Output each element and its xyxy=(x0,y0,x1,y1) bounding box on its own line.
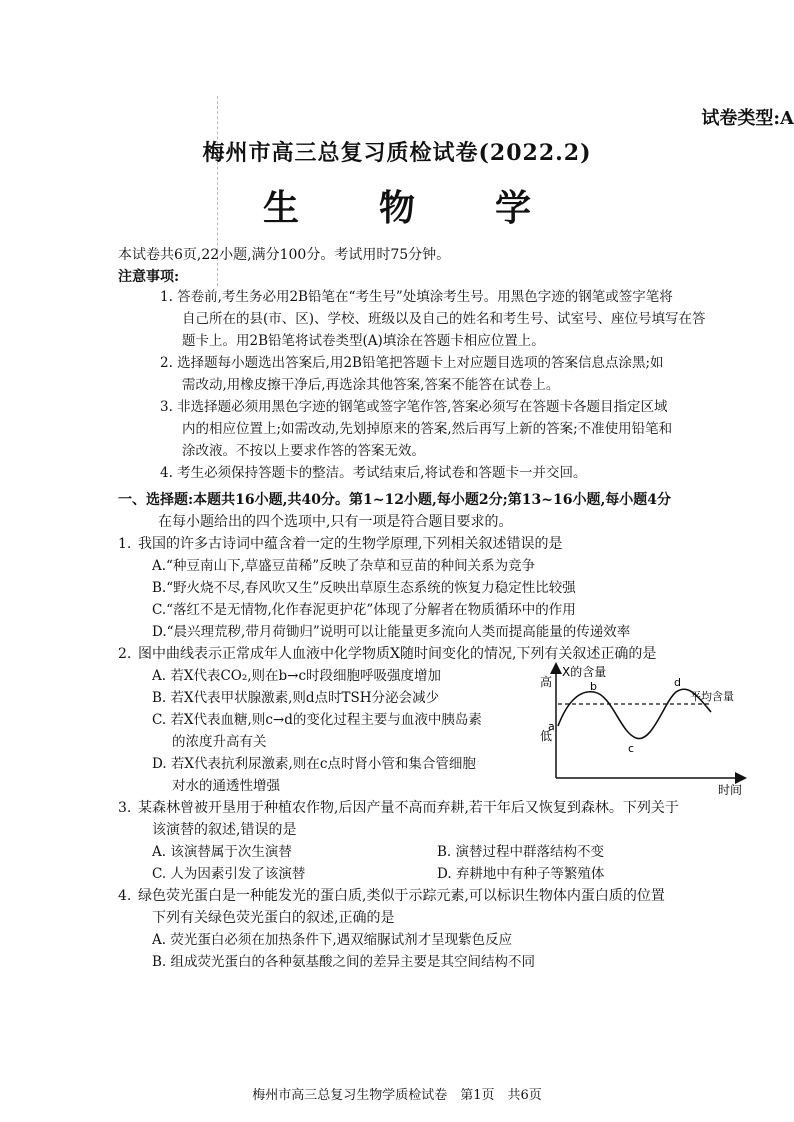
exam-title: 梅州市高三总复习质检试卷(2022.2) xyxy=(202,140,592,166)
notice-line: 题卡上。用2B铅笔将试卷类型(A)填涂在答题卡相应位置上。 xyxy=(182,333,545,349)
notice-line: 3. 非选择题必须用黑色字迹的钢笔或签字笔作答,答案必须写在答题卡各题目指定区域 xyxy=(160,399,668,415)
question-number: 2. xyxy=(118,646,132,662)
section-instruction: 在每小题给出的四个选项中,只有一项是符合题目要求的。 xyxy=(158,514,513,530)
notice-line: 1. 答卷前,考生务必用2B铅笔在“考生号”处填涂考生号。用黑色字迹的钢笔或签字笔将 xyxy=(160,289,673,305)
question-stem: 某森林曾被开垦用于种植农作物,后因产量不高而弃耕,若干年后又恢复到森林。下列关于 xyxy=(138,800,679,816)
question-stem-cont: 该演替的叙述,错误的是 xyxy=(152,822,297,838)
option-b: B. 组成荧光蛋白的各种氨基酸之间的差异主要是其空间结构不同 xyxy=(152,954,536,970)
exam-intro: 本试卷共6页,22小题,满分100分。考试用时75分钟。 xyxy=(118,247,451,263)
option-c: C. 若X代表血糖,则c→d的变化过程主要与血液中胰岛素 xyxy=(152,712,482,728)
notice-line: 需改动,用橡皮擦干净后,再选涂其他答案,答案不能答在试卷上。 xyxy=(182,377,560,393)
option-d: D. 弃耕地中有种子等繁殖体 xyxy=(437,866,605,882)
option-a: A. 荧光蛋白必须在加热条件下,遇双缩脲试剂才呈现紫色反应 xyxy=(152,932,513,948)
question-stem: 我国的许多古诗词中蕴含着一定的生物学原理,下列相关叙述错误的是 xyxy=(138,536,563,552)
paper-type-label: 试卷类型:A xyxy=(701,108,794,129)
option-c: C. 人为因素引发了该演替 xyxy=(152,866,306,882)
option-c: C.“落红不是无情物,化作春泥更护花”体现了分解者在物质循环中的作用 xyxy=(152,602,576,618)
average-label: 平均含量 xyxy=(690,690,734,703)
option-c-cont: 的浓度升高有关 xyxy=(172,734,267,750)
question-number: 1. xyxy=(118,536,132,552)
x-content-graph xyxy=(536,660,766,800)
notice-line: 涂改液。不按以上要求作答的答案无效。 xyxy=(182,443,425,459)
question-number: 4. xyxy=(118,888,132,904)
option-d: D.“晨兴理荒秽,带月荷锄归”说明可以让能量更多流向人类而提高能量的传递效率 xyxy=(152,624,631,640)
subject-title: 生 物 学 xyxy=(262,187,532,229)
option-a: A. 该演替属于次生演替 xyxy=(152,844,292,860)
section-heading: 一、选择题:本题共16小题,共40分。第1~12小题,每小题2分;第13~16小题,每小题4分 xyxy=(118,492,672,508)
option-b: B. 演替过程中群落结构不变 xyxy=(437,844,605,860)
notice-heading: 注意事项: xyxy=(118,269,180,285)
option-b: B.“野火烧不尽,春风吹又生”反映出草原生态系统的恢复力稳定性比较强 xyxy=(152,580,576,596)
question-stem: 图中曲线表示正常成年人血液中化学物质X随时间变化的情况,下列有关叙述正确的是 xyxy=(138,646,657,662)
notice-line: 内的相应位置上;如需改动,先划掉原来的答案,然后再写上新的答案;不准使用铅笔和 xyxy=(182,421,673,437)
option-d-cont: 对水的通透性增强 xyxy=(172,778,280,794)
notice-line: 4. 考生必须保持答题卡的整洁。考试结束后,将试卷和答题卡一并交回。 xyxy=(160,465,587,481)
point-b-label: b xyxy=(590,680,597,693)
point-d-label: d xyxy=(674,676,681,689)
question-stem-cont: 下列有关绿色荧光蛋白的叙述,正确的是 xyxy=(152,910,395,926)
notice-line: 自己所在的县(市、区)、学校、班级以及自己的姓名和考生号、试室号、座位号填写在答 xyxy=(182,311,706,327)
option-a: A.“种豆南山下,草盛豆苗稀”反映了杂草和豆苗的种间关系为竞争 xyxy=(152,558,536,574)
y-high-label: 高 xyxy=(540,675,553,689)
point-c-label: c xyxy=(628,742,635,755)
question-stem: 绿色荧光蛋白是一种能发光的蛋白质,类似于示踪元素,可以标识生物体内蛋白质的位置 xyxy=(138,888,665,904)
option-d: D. 若X代表抗利尿激素,则在c点时肾小管和集合管细胞 xyxy=(152,756,476,772)
x-curve xyxy=(558,689,711,738)
option-a: A. 若X代表CO₂,则在b→c时段细胞呼吸强度增加 xyxy=(152,668,442,684)
y-low-label: 低 xyxy=(540,729,553,743)
page-footer: 梅州市高三总复习生物学质检试卷 第1页 共6页 xyxy=(252,1088,542,1103)
x-axis-title: 时间 xyxy=(718,783,743,797)
notice-line: 2. 选择题每小题选出答案后,用2B铅笔把答题卡上对应题目选项的答案信息点涂黑;如 xyxy=(160,355,664,371)
y-axis-title: X的含量 xyxy=(562,665,607,679)
option-b: B. 若X代表甲状腺激素,则d点时TSH分泌会减少 xyxy=(152,690,440,706)
question-number: 3. xyxy=(118,800,132,816)
point-a-label: a xyxy=(548,720,555,733)
